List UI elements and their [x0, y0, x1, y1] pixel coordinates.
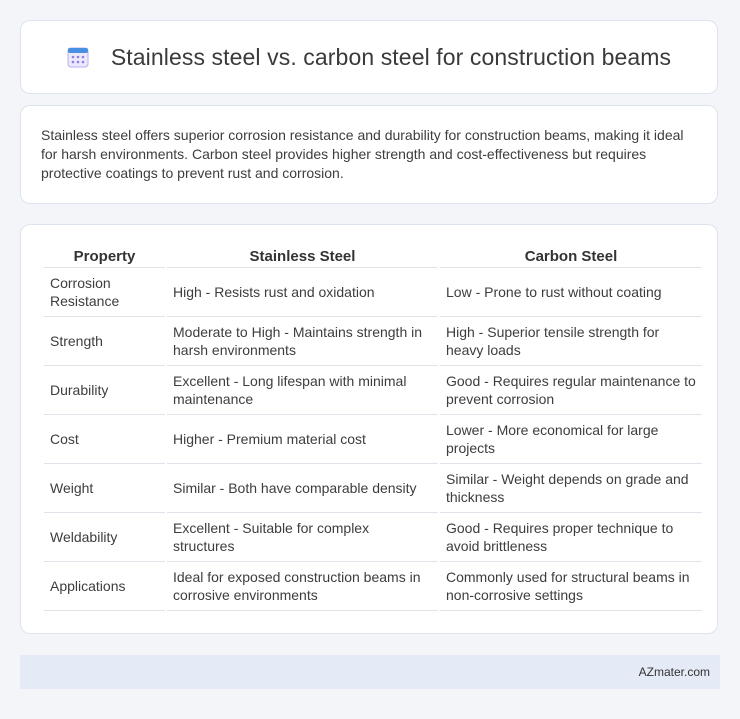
table-row — [44, 513, 702, 562]
carbon-cell: Commonly used for structural beams in non-corrosive settings — [440, 562, 702, 611]
carbon-cell: Similar - Weight depends on grade and thickness — [440, 464, 702, 513]
column-header-stainless: Stainless Steel — [167, 242, 438, 268]
footer — [20, 655, 720, 689]
stainless-cell: Excellent - Long lifespan with minimal maintenance — [167, 366, 438, 415]
column-header-property: Property — [44, 242, 165, 268]
calendar-icon — [67, 46, 89, 68]
table-row — [44, 464, 702, 513]
title-card — [20, 20, 718, 94]
property-cell: Strength — [44, 317, 165, 366]
table-row — [44, 415, 702, 464]
intro-card — [20, 105, 718, 204]
footer-brand[interactable]: AZmater.com — [638, 665, 710, 679]
stainless-cell: Moderate to High - Maintains strength in harsh environments — [167, 317, 438, 366]
table-row — [44, 366, 702, 415]
comparison-card — [20, 224, 718, 634]
stainless-cell: Higher - Premium material cost — [167, 415, 438, 464]
page-title: Stainless steel vs. carbon steel for construction beams — [110, 43, 672, 70]
intro-text: Stainless steel offers superior corrosion resistance and durability for construction beams, making it ideal for harsh environments. Carbon steel provides higher strength and cost-effectiveness but requires protective coatings to prevent rust and corrosion. — [41, 127, 684, 181]
stainless-cell: Similar - Both have comparable density — [167, 464, 438, 513]
stainless-cell: Ideal for exposed construction beams in corrosive environments — [167, 562, 438, 611]
column-header-carbon: Carbon Steel — [440, 242, 702, 268]
carbon-cell: Low - Prone to rust without coating — [440, 268, 702, 317]
carbon-cell: Good - Requires regular maintenance to prevent corrosion — [440, 366, 702, 415]
table-row — [44, 268, 702, 317]
property-cell: Applications — [44, 562, 165, 611]
table-header-row — [44, 242, 702, 268]
carbon-cell: Lower - More economical for large projects — [440, 415, 702, 464]
property-cell: Weldability — [44, 513, 165, 562]
property-cell: Durability — [44, 366, 165, 415]
stainless-cell: Excellent - Suitable for complex structures — [167, 513, 438, 562]
stainless-cell: High - Resists rust and oxidation — [167, 268, 438, 317]
property-cell: Cost — [44, 415, 165, 464]
carbon-cell: High - Superior tensile strength for heavy loads — [440, 317, 702, 366]
table-row — [44, 562, 702, 611]
comparison-table — [42, 242, 704, 611]
table-row — [44, 317, 702, 366]
property-cell: Corrosion Resistance — [44, 268, 165, 317]
carbon-cell: Good - Requires proper technique to avoid brittleness — [440, 513, 702, 562]
property-cell: Weight — [44, 464, 165, 513]
